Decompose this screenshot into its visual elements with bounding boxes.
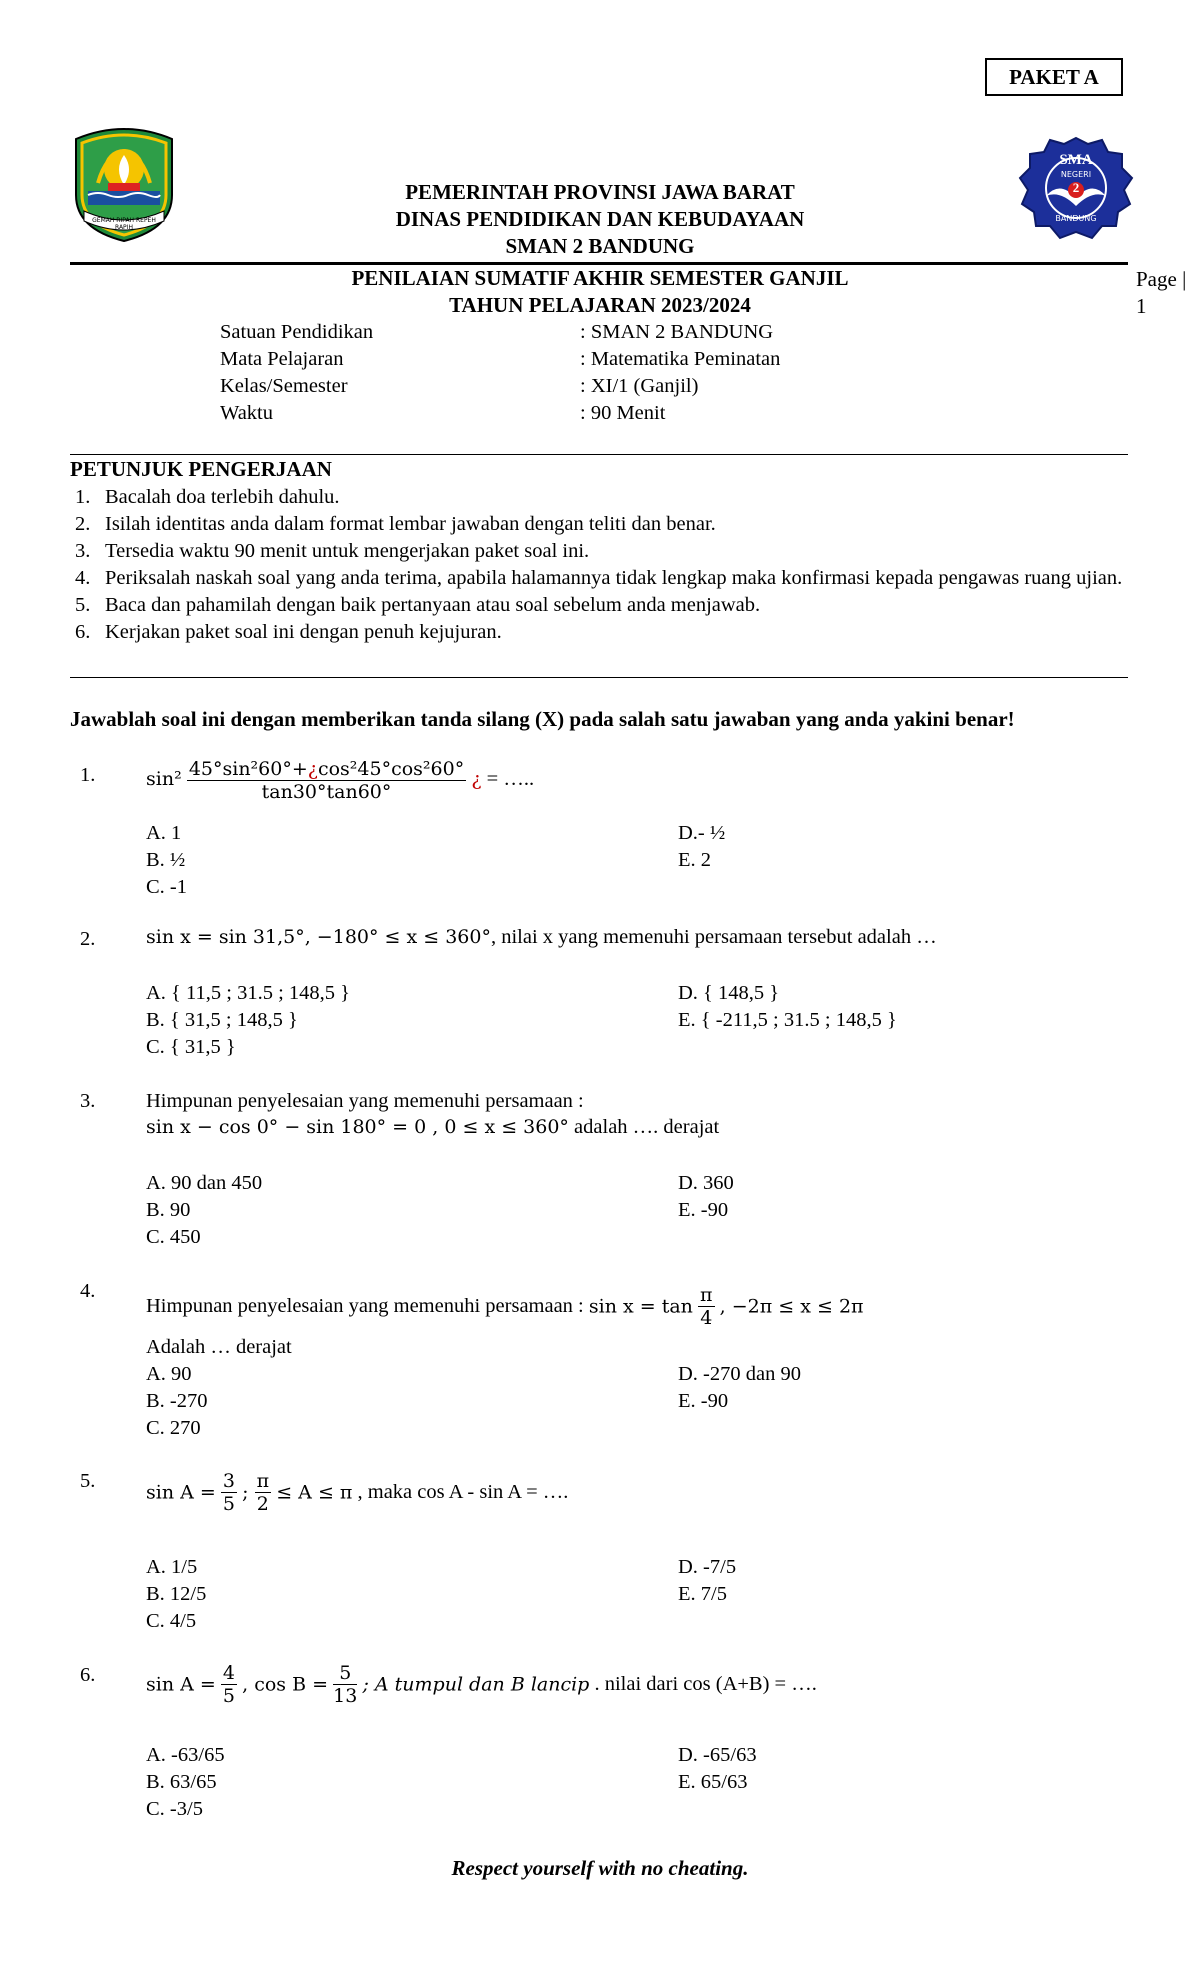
page-label: Page | xyxy=(1136,267,1187,291)
crest-motto: GEMAH RIPAH REPEH RAPIH xyxy=(92,217,156,231)
q6-fraction-2 xyxy=(333,1662,357,1707)
q4-option-c[interactable]: C. 270 xyxy=(146,1417,201,1439)
q1-option-b[interactable]: B. ½ xyxy=(146,849,186,871)
q5-option-d[interactable]: D. -7/5 xyxy=(678,1556,737,1578)
question-4-number: 4. xyxy=(80,1280,96,1302)
question-2-number: 2. xyxy=(80,928,96,950)
info-label-satuan: Satuan Pendidikan xyxy=(220,321,374,343)
q1-tail: = ….. xyxy=(481,768,535,791)
q5-tail: , maka cos A - sin A = …. xyxy=(357,1481,569,1503)
q4-frac-den: 4 xyxy=(700,1307,713,1329)
q3-option-b[interactable]: B. 90 xyxy=(146,1199,191,1221)
q2-option-b[interactable]: B. { 31,5 ; 148,5 } xyxy=(146,1009,298,1031)
logo-sma-text: SMA xyxy=(1059,152,1093,168)
q2-option-e[interactable]: E. { -211,5 ; 31.5 ; 148,5 } xyxy=(678,1009,897,1031)
q3-option-d[interactable]: D. 360 xyxy=(678,1172,734,1194)
instruction-text: Isilah identitas anda dalam format lembar jawaban dengan teliti dan benar. xyxy=(105,513,716,535)
q6-f2-num: 5 xyxy=(333,1662,357,1685)
question-1-number: 1. xyxy=(80,764,96,786)
question-3-stem: Himpunan penyelesaian yang memenuhi persamaan : xyxy=(146,1090,584,1112)
info-value-waktu: : 90 Menit xyxy=(580,402,666,424)
q5-math-a: sin A = xyxy=(146,1481,216,1504)
q4-fraction xyxy=(698,1284,715,1329)
logo-bandung-text: BANDUNG xyxy=(1055,214,1097,223)
exam-title: PENILAIAN SUMATIF AKHIR SEMESTER GANJIL xyxy=(351,266,849,290)
q5-f2-den: 2 xyxy=(256,1493,269,1515)
q1-num-red: ¿ xyxy=(307,758,318,780)
question-5-number: 5. xyxy=(80,1470,96,1492)
header-department: DINAS PENDIDIKAN DAN KEBUDAYAAN xyxy=(395,207,805,231)
q1-option-c[interactable]: C. -1 xyxy=(146,876,187,898)
q3-option-a[interactable]: A. 90 dan 450 xyxy=(146,1172,263,1194)
info-value-satuan: : SMAN 2 BANDUNG xyxy=(580,321,774,343)
q6-fraction-1 xyxy=(221,1662,237,1707)
q5-option-c[interactable]: C. 4/5 xyxy=(146,1610,197,1632)
paket-label: PAKET A xyxy=(985,58,1123,96)
question-3-formula xyxy=(146,1116,719,1139)
instructions-list xyxy=(75,484,1130,646)
q4-math-b: , −2π ≤ x ≤ 2π xyxy=(719,1295,864,1318)
question-6-stem xyxy=(146,1662,817,1707)
question-6-number: 6. xyxy=(80,1664,96,1686)
q5-fraction-1 xyxy=(221,1470,237,1515)
q2-option-d[interactable]: D. { 148,5 } xyxy=(678,982,780,1004)
answer-directive: Jawablah soal ini dengan memberikan tanda silang (X) pada salah satu jawaban yang anda yakini benar! xyxy=(70,707,1015,731)
logo-negeri-text: NEGERI xyxy=(1060,170,1092,179)
page-number: 1 xyxy=(1136,294,1147,318)
instruction-item xyxy=(75,565,1130,592)
q6-option-c[interactable]: C. -3/5 xyxy=(146,1798,203,1820)
q4-option-d[interactable]: D. -270 dan 90 xyxy=(678,1363,801,1385)
q3-math: sin x − cos 0° − sin 180° = 0 , 0 ≤ x ≤ 360° xyxy=(146,1116,569,1138)
instruction-number: 5. xyxy=(75,594,91,616)
info-value-kelas: : XI/1 (Ganjil) xyxy=(580,375,699,397)
q1-numerator xyxy=(187,758,466,781)
instruction-number: 4. xyxy=(75,567,91,589)
instruction-number: 1. xyxy=(75,486,91,508)
question-1-formula xyxy=(146,758,534,803)
instruction-number: 6. xyxy=(75,621,91,643)
footer-motto: Respect yourself with no cheating. xyxy=(451,1856,749,1880)
q5-math-b: ≤ A ≤ π xyxy=(276,1481,353,1504)
q4-option-b[interactable]: B. -270 xyxy=(146,1390,208,1412)
q2-math: sin x = sin 31,5°, −180° ≤ x ≤ 360° xyxy=(146,926,491,948)
q5-fraction-2 xyxy=(255,1470,272,1515)
q1-num-part2: cos²45°cos²60° xyxy=(317,758,465,780)
q3-tail: adalah …. derajat xyxy=(568,1116,720,1138)
q4-stem-text: Himpunan penyelesaian yang memenuhi persamaan : xyxy=(146,1295,589,1317)
q5-sep: ; xyxy=(242,1481,255,1504)
q6-option-e[interactable]: E. 65/63 xyxy=(678,1771,748,1793)
q3-option-e[interactable]: E. -90 xyxy=(678,1199,729,1221)
instructions-title: PETUNJUK PENGERJAAN xyxy=(70,457,332,481)
q4-option-e[interactable]: E. -90 xyxy=(678,1390,729,1412)
instruction-number: 3. xyxy=(75,540,91,562)
question-5-stem xyxy=(146,1470,568,1515)
exam-year: TAHUN PELAJARAN 2023/2024 xyxy=(449,293,751,317)
q2-option-a[interactable]: A. { 11,5 ; 31.5 ; 148,5 } xyxy=(146,982,350,1004)
instruction-item xyxy=(75,619,1130,646)
q6-option-b[interactable]: B. 63/65 xyxy=(146,1771,217,1793)
q6-tail: . nilai dari cos (A+B) = …. xyxy=(594,1673,817,1695)
info-label-mapel: Mata Pelajaran xyxy=(220,348,344,370)
q6-math-c: ; A tumpul dan B lancip xyxy=(362,1673,590,1696)
q5-f1-num: 3 xyxy=(222,1470,236,1492)
instruction-item xyxy=(75,538,1130,565)
instruction-item xyxy=(75,592,1130,619)
info-divider xyxy=(70,454,1128,455)
q6-f1-num: 4 xyxy=(222,1662,236,1684)
q6-option-d[interactable]: D. -65/63 xyxy=(678,1744,757,1766)
question-2-text xyxy=(146,926,937,949)
q4-frac-num: π xyxy=(700,1284,713,1306)
info-label-waktu: Waktu xyxy=(220,402,274,424)
q5-f1-den: 5 xyxy=(222,1493,236,1515)
instruction-text: Tersedia waktu 90 menit untuk mengerjakan paket soal ini. xyxy=(105,540,590,562)
q1-denominator: tan30°tan60° xyxy=(261,781,392,803)
instruction-text: Bacalah doa terlebih dahulu. xyxy=(105,486,340,508)
header-government: PEMERINTAH PROVINSI JAWA BARAT xyxy=(405,180,795,204)
q1-fraction xyxy=(187,758,466,803)
q5-f2-num: π xyxy=(256,1470,270,1492)
q2-stem: , nilai x yang memenuhi persamaan tersebut adalah … xyxy=(490,926,937,948)
info-label-kelas: Kelas/Semester xyxy=(220,375,348,397)
q5-option-a[interactable]: A. 1/5 xyxy=(146,1556,198,1578)
q6-math-a: sin A = xyxy=(146,1673,216,1696)
logo-number-text: 2 xyxy=(1072,180,1080,195)
q1-option-d[interactable]: D.- ½ xyxy=(678,822,726,844)
instruction-text: Periksalah naskah soal yang anda terima, apabila halamannya tidak lengkap maka konfirmasi kepada pengawas ruang ujian. xyxy=(105,567,1123,589)
q6-math-b: , cos B = xyxy=(242,1673,329,1696)
instruction-text: Baca dan pahamilah dengan baik pertanyaan atau soal sebelum anda menjawab. xyxy=(105,594,761,616)
instruction-item xyxy=(75,511,1130,538)
page-indicator xyxy=(1136,266,1186,320)
question-4-stem xyxy=(146,1284,864,1329)
q1-option-a[interactable]: A. 1 xyxy=(146,822,182,844)
q3-option-c[interactable]: C. 450 xyxy=(146,1226,201,1248)
header-divider xyxy=(70,262,1128,265)
q1-sin-prefix: sin² xyxy=(146,768,182,791)
q4-option-a[interactable]: A. 90 xyxy=(146,1363,192,1385)
q1-option-e[interactable]: E. 2 xyxy=(678,849,712,871)
q6-option-a[interactable]: A. -63/65 xyxy=(146,1744,225,1766)
instruction-number: 2. xyxy=(75,513,91,535)
info-value-mapel: : Matematika Peminatan xyxy=(580,348,781,370)
header-school: SMAN 2 BANDUNG xyxy=(505,234,695,258)
instruction-text: Kerjakan paket soal ini dengan penuh kejujuran. xyxy=(105,621,502,643)
q1-num-part1: 45°sin²60°+ xyxy=(188,758,308,780)
question-4-stem-2: Adalah … derajat xyxy=(146,1336,292,1358)
q6-f1-den: 5 xyxy=(222,1685,236,1707)
question-3-number: 3. xyxy=(80,1090,96,1112)
instructions-divider xyxy=(70,677,1128,678)
instruction-item xyxy=(75,484,1130,511)
q5-option-e[interactable]: E. 7/5 xyxy=(678,1583,727,1605)
q6-f2-den: 13 xyxy=(333,1685,358,1707)
q5-option-b[interactable]: B. 12/5 xyxy=(146,1583,207,1605)
q1-red-mark: ¿ xyxy=(471,768,482,791)
q4-math-a: sin x = tan xyxy=(588,1295,693,1318)
q2-option-c[interactable]: C. { 31,5 } xyxy=(146,1036,236,1058)
